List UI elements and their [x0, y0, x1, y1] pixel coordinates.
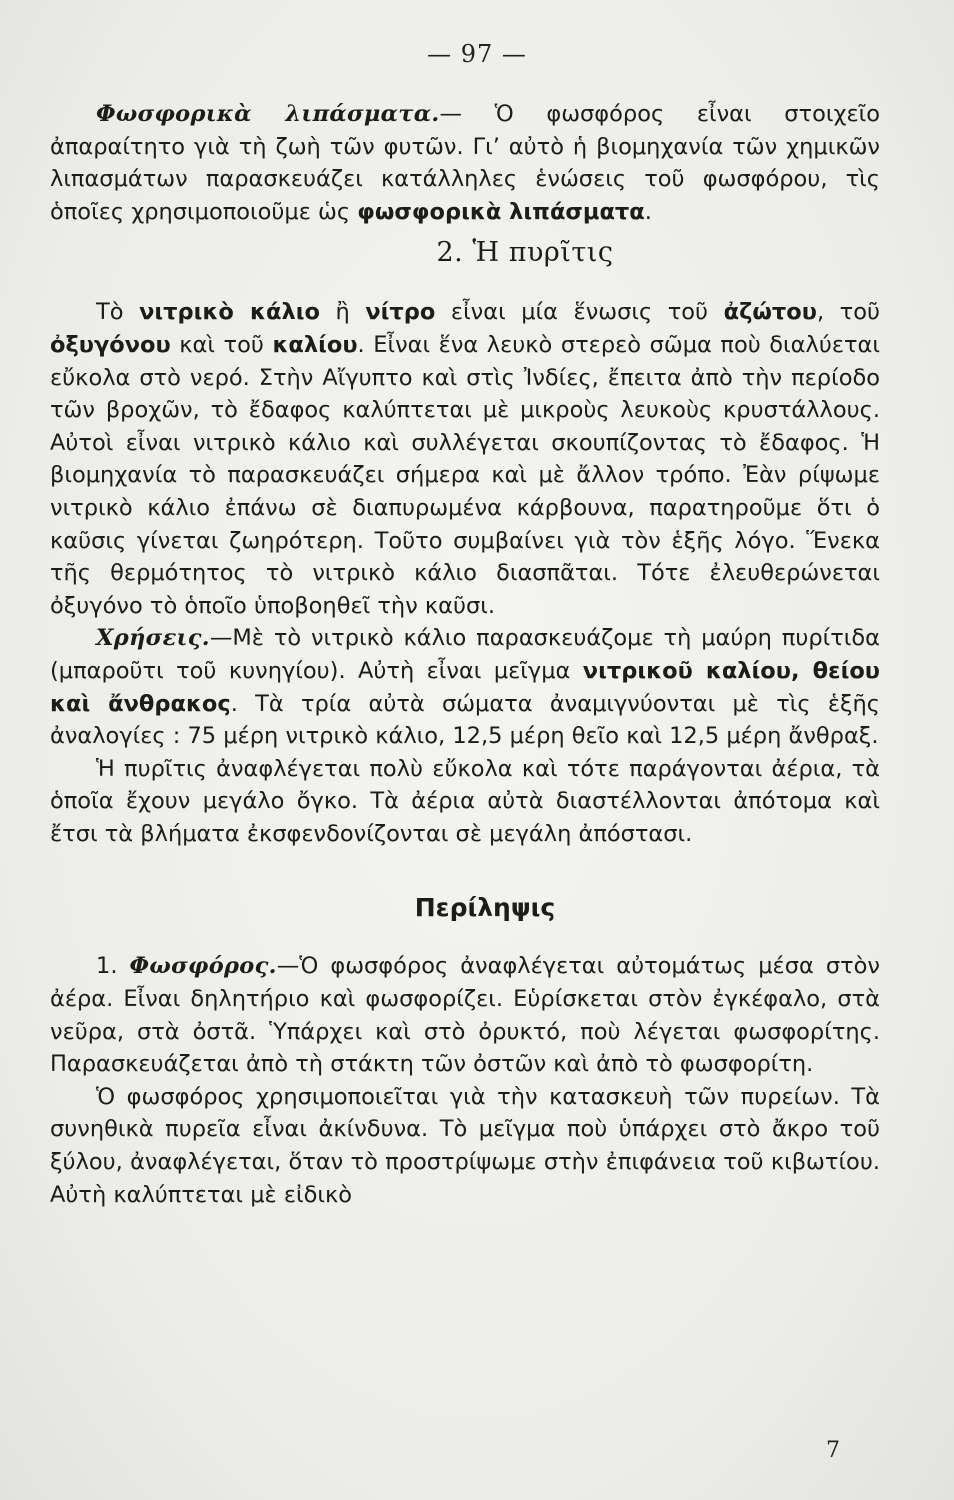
- term-nitric-potassium: νιτρικὸ κάλιο: [139, 299, 320, 326]
- intro-runin-heading: Φωσφορικὰ λιπάσματα.: [96, 101, 440, 127]
- term-oxygen: ὀξυγόνου: [50, 331, 171, 358]
- intro-text: — Ὁ φωσφόρος εἶναι στοιχεῖο ἀπαραίτητο γιὰ τὴ ζωὴ τῶν φυτῶν. Γι’ αὐτὸ ἡ βιομηχανία τῶν χημικῶν λιπασμάτων παρασκευάζει κατάλληλες ἑνώσεις τοῦ φωσφόρου, τὶς ὁποῖες χρησιμοποιοῦμε ὡς: [50, 101, 880, 225]
- text-run: . Τὰ τρία αὐτὰ σώματα ἀναμιγνύονται μὲ τὶς ἑξῆς ἀναλογίες : 75 μέρη νιτρικὸ κάλιο, 12,5 μέρη θεῖο καὶ 12,5 μέρη ἄνθραξ.: [50, 690, 880, 750]
- section-paragraph-2: [50, 622, 880, 752]
- text-run: —Μὲ τὸ νιτρικὸ κάλιο παρασκευάζομε τὴ μαύρη πυρίτιδα (μπαροῦτι τοῦ κυνηγίου). Αὐτὴ εἶναι μεῖγμα: [50, 625, 880, 684]
- intro-paragraph: [50, 98, 880, 228]
- text-run: , τοῦ: [816, 299, 880, 326]
- intro-text-end: .: [644, 198, 652, 225]
- section-paragraph-1: [50, 296, 880, 622]
- signature-mark: 7: [826, 1438, 840, 1463]
- text-run: καὶ τοῦ: [170, 331, 273, 358]
- summary-paragraph-1: [50, 950, 880, 1080]
- summary-heading: Περίληψις: [414, 893, 556, 923]
- term-nitrogen: ἀζώτου: [723, 299, 817, 326]
- section-heading: 2. Ἡ πυρῖτις: [436, 237, 614, 269]
- section-paragraph-3: Ἡ πυρῖτις ἀναφλέγεται πολὺ εὔκολα καὶ τότε παράγονται ἀέρια, τὰ ὁποῖα ἔχουν μεγάλο ὄγκο. Τὰ ἀέρια αὐτὰ διαστέλλονται ἀπότομα καὶ ἔτσι τὰ βλήματα ἐκσφενδονίζονται σὲ μεγάλη ἀπόστασι.: [50, 755, 880, 847]
- page-content: [50, 98, 880, 1211]
- text-run: εἶναι μία ἕνωσις τοῦ: [435, 299, 724, 326]
- uses-runin-heading: Χρήσεις.: [96, 625, 210, 652]
- summary-paragraph-2: Ὁ φωσφόρος χρησιμοποιεῖται γιὰ τὴν κατασκευὴ τῶν πυρείων. Τὰ συνηθικὰ πυρεῖα εἶναι ἀκίνδυνα. Τὸ μεῖγμα ποὺ ὑπάρχει στὸ ἄκρο τοῦ ξύλου, ἀναφλέγεται, ὅταν τὸ προστρίψωμε στὴν ἐπιφάνεια τοῦ κιβωτίου. Αὐτὴ καλύπτεται μὲ εἰδικὸ: [50, 1083, 880, 1208]
- text-run: . Εἶναι ἕνα λευκὸ στερεὸ σῶμα ποὺ διαλύεται εὔκολα στὸ νερό. Στὴν Αἴγυπτο καὶ στὶς Ἰνδίες, ἔπειτα ἀπὸ τὴν περίοδο τῶν βροχῶν, τὸ ἔδαφος καλύπτεται μὲ μικροὺς λευκοὺς κρυστάλλους. Αὐτοὶ εἶναι νιτρικὸ κάλιο καὶ συλλέγεται σκουπίζοντας τὸ ἔδαφος. Ἡ βιομηχανία τὸ παρασκευάζει σήμερα καὶ μὲ ἄλλον τρόπο. Ἐὰν ρίψωμε νιτρικὸ κάλιο ἐπάνω σὲ διαπυρωμένα κάρβουνα, παρατηροῦμε ὅτι ὁ καῦσις γίνεται ζωηρότερη. Τοῦτο συμβαίνει γιὰ τὸν ἑξῆς λόγο. Ἕνεκα τῆς θερμότητος τὸ νιτρικὸ κάλιο διασπᾶται. Τότε ἐλευθερώνεται ὀξυγόνο τὸ ὁποῖο ὑποβοηθεῖ τὴν καῦσι.: [50, 331, 880, 619]
- term-nitro: νίτρο: [365, 299, 436, 326]
- text-run: ἢ: [319, 299, 366, 326]
- term-potassium: καλίου: [272, 331, 358, 358]
- text-run: Τὸ: [96, 299, 140, 326]
- intro-term: φωσφορικὰ λιπάσματα: [357, 198, 645, 225]
- page-number: — 97 —: [427, 40, 527, 68]
- summary-runin-heading: Φωσφόρος.: [129, 953, 277, 980]
- text-run: —Ὁ φωσφόρος ἀναφλέγεται αὐτομάτως μέσα στὸν ἀέρα. Εἶναι δηλητήριο καὶ φωσφορίζει. Εὑρίσκεται στὸν ἐγκέφαλο, στὰ νεῦρα, στὰ ὀστᾶ. Ὑπάρχει καὶ στὸ ὀρυκτό, ποὺ λέγεται φωσφορίτης. Παρασκευάζεται ἀπὸ τὴ στάκτη τῶν ὀστῶν καὶ ἀπὸ τὸ φωσφορίτη.: [50, 953, 880, 1078]
- summary-item-number: 1.: [96, 953, 130, 980]
- term-gunpowder-components: νιτρικοῦ καλίου, θείου καὶ ἄνθρακος: [50, 657, 880, 717]
